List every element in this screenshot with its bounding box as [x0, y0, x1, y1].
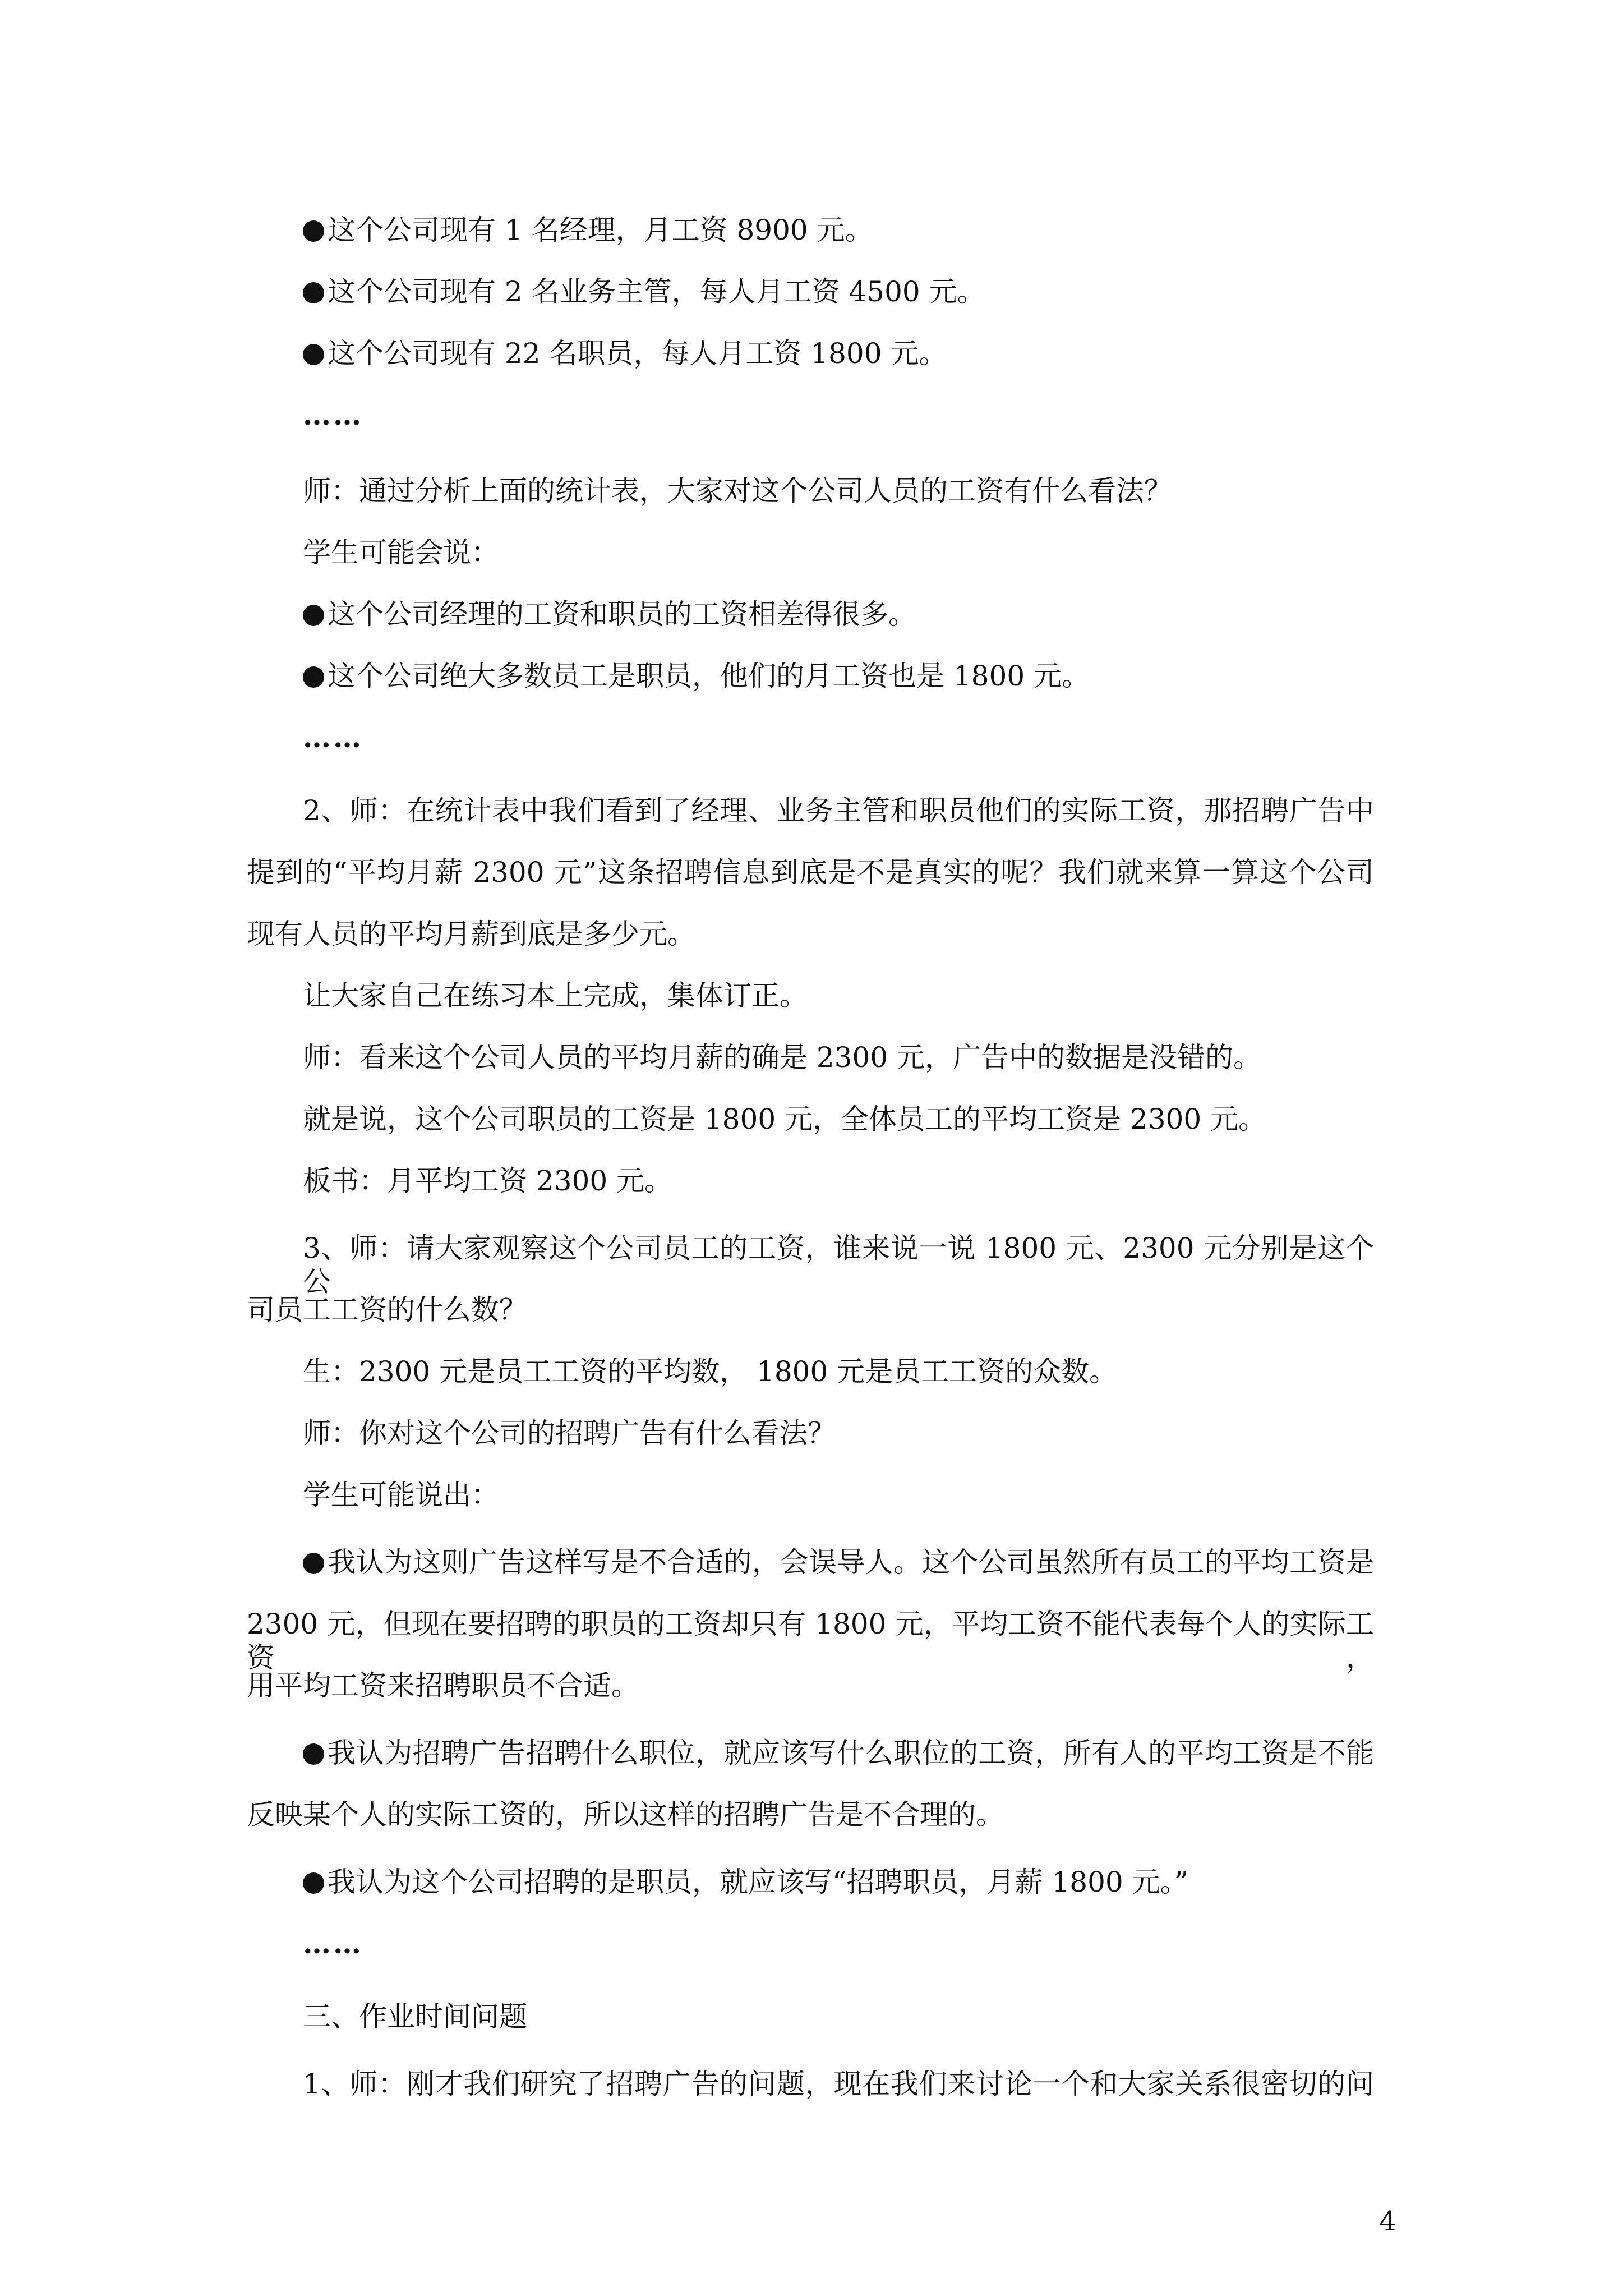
paragraph-line: 师：通过分析上面的统计表，大家对这个公司人员的工资有什么看法？ [303, 475, 1172, 507]
paragraph-line: 用平均工资来招聘职员不合适。 [247, 1669, 639, 1702]
bullet-line: 我认为招聘广告招聘什么职位，就应该写什么职位的工资，所有人的平均工资是不能 [303, 1736, 1374, 1770]
bullet-line: 我认为这个公司招聘的是职员，就应该写“招聘职员，月薪 1800 元。” [303, 1865, 1374, 1899]
paragraph-line: 师：你对这个公司的招聘广告有什么看法？ [303, 1417, 836, 1450]
paragraph-line: 师：看来这个公司人员的平均月薪的确是 2300 元，广告中的数据是没错的。 [303, 1041, 1262, 1074]
paragraph-line: 司员工工资的什么数？ [247, 1294, 527, 1326]
paragraph-line: 1、师：刚才我们研究了招聘广告的问题，现在我们来讨论一个和大家关系很密切的问 [303, 2068, 1374, 2100]
paragraph-line: 反映某个人的实际工资的，所以这样的招聘广告是不合理的。 [247, 1798, 1004, 1831]
paragraph-line: 2300 元，但现在要招聘的职员的工资却只有 1800 元，平均工资不能代表每个人的实际工资， [247, 1608, 1374, 1674]
page-number: 4 [1379, 2206, 1396, 2237]
bullet-line: 我认为这则广告这样写是不合适的，会误导人。这个公司虽然所有员工的平均工资是 [303, 1545, 1374, 1579]
ellipsis-line: …… [303, 721, 363, 754]
bullet-line: 这个公司现有 22 名职员，每人月工资 1800 元。 [303, 337, 1374, 370]
paragraph-line: 就是说，这个公司职员的工资是 1800 元，全体员工的平均工资是 2300 元。 [303, 1103, 1267, 1135]
paragraph-line: 板书：月平均工资 2300 元。 [303, 1165, 673, 1197]
paragraph-line: 学生可能会说： [303, 536, 499, 569]
paragraph-line: 让大家自己在练习本上完成，集体订正。 [303, 979, 808, 1012]
section-heading: 三、作业时间问题 [303, 2000, 527, 2033]
bullet-line: 这个公司现有 1 名经理，月工资 8900 元。 [303, 213, 1374, 247]
paragraph-line: 提到的“平均月薪 2300 元”这条招聘信息到底是不是真实的呢？我们就来算一算这个公司 [247, 856, 1374, 889]
bullet-line: 这个公司经理的工资和职员的工资相差得很多。 [303, 597, 1374, 631]
ellipsis-line: …… [303, 1927, 363, 1960]
paragraph-line: 生：2300 元是员工工资的平均数， 1800 元是员工工资的众数。 [303, 1355, 1118, 1388]
ellipsis-line: …… [303, 398, 363, 431]
bullet-line: 这个公司绝大多数员工是职员，他们的月工资也是 1800 元。 [303, 659, 1374, 693]
paragraph-line: 2、师：在统计表中我们看到了经理、业务主管和职员他们的实际工资，那招聘广告中 [303, 794, 1374, 827]
paragraph-line: 学生可能说出： [303, 1479, 499, 1511]
paragraph-line: 3、师：请大家观察这个公司员工的工资，谁来说一说 1800 元、2300 元分别是这个公 [303, 1232, 1374, 1298]
paragraph-line: 现有人员的平均月薪到底是多少元。 [247, 918, 695, 950]
bullet-line: 这个公司现有 2 名业务主管，每人月工资 4500 元。 [303, 275, 1374, 309]
